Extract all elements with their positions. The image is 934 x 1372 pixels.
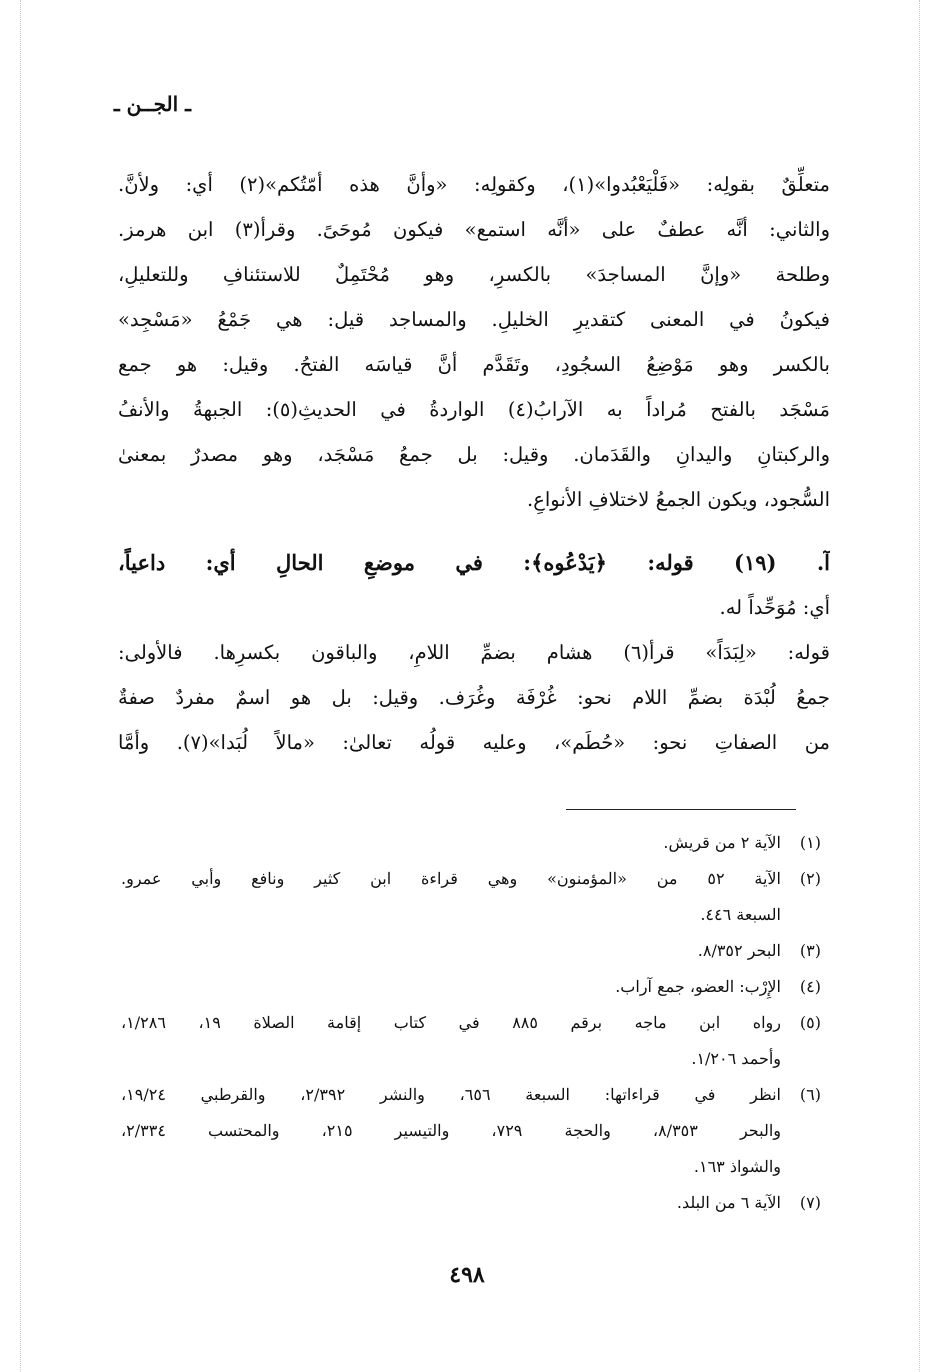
footnote-text: الآية ٥٢ من «المؤمنون» وهي قراءة ابن كثير ونافع وأبي عمرو.: [121, 869, 781, 888]
footnote-5-cont: [121, 1041, 821, 1077]
body-line: مَسْجَد بالفتح مُراداً به الآرابُ(٤) الواردةُ في الحديثِ(٥): الجبهةُ والأنفُ: [118, 398, 830, 421]
footnote-5: [121, 1005, 821, 1041]
footnotes: [121, 825, 821, 1221]
footnote-number: (٣): [799, 941, 821, 960]
footnote-1: [121, 825, 821, 861]
footnote-number: (٥): [799, 1013, 821, 1032]
footnote-7: [121, 1185, 821, 1221]
footnote-text: والشواذ ١٦٣.: [693, 1157, 781, 1176]
body-line: جمعُ لُبْدَة بضمِّ اللام نحو: غُرْفَة وغُرَف. وقيل: بل هو اسمٌ مفردٌ صفةٌ: [118, 686, 830, 709]
footnote-6-cont: [121, 1113, 821, 1149]
verse-heading-line: آ. (١٩) قوله: ﴿يَدْعُوه﴾: في موضعِ الحالِ أي: داعياً،: [118, 550, 830, 575]
footnote-text: انظر في قراءاتها: السبعة ٦٥٦، والنشر ٢/٣٩٢، والقرطبي ١٩/٢٤،: [121, 1085, 781, 1104]
footnote-text: الآية ٢ من قريش.: [663, 833, 781, 852]
footnote-text: الآية ٦ من البلد.: [676, 1193, 781, 1212]
body-line: متعلِّقٌ بقولِه: «فَلْيَعْبُدوا»(١)، وكقولِه: «وأنَّ هذه أمّتُكم»(٢) أي: ولأنَّ.: [118, 173, 830, 196]
body-line: بالكسر وهو مَوْضِعُ السجُودِ، وتَقَدَّم أنَّ قياسَه الفتحُ. وقيل: هو جمع: [118, 353, 830, 376]
fold-line-right: [919, 0, 920, 1372]
footnote-text: والبحر ٨/٣٥٣، والحجة ٧٢٩، والتيسير ٢١٥، والمحتسب ٢/٣٣٤،: [121, 1121, 781, 1140]
page-number: ٤٩٨: [449, 1262, 485, 1288]
footnote-6-cont: [121, 1149, 821, 1185]
footnote-6: [121, 1077, 821, 1113]
fold-line-left: [20, 0, 21, 1372]
body-line: والثاني: أنَّه عطفٌ على «أنَّه استمع» فيكون مُوحَىً. وقرأ(٣) ابن هرمز.: [118, 218, 830, 241]
footnote-separator: [566, 809, 796, 810]
body-line: والركبتانِ واليدانِ والقَدَمان. وقيل: بل جمعُ مَسْجَد، وهو مصدرٌ بمعنىٰ: [118, 443, 830, 466]
running-head: ـ الجــن ـ: [113, 92, 191, 116]
body-line: أي: مُوَحِّداً له.: [719, 596, 830, 619]
body-line: من الصفاتِ نحو: «حُطَم»، وعليه قولُه تعالىٰ: «مالاً لُبَدا»(٧). وأمَّا: [118, 731, 830, 754]
footnote-3: [121, 933, 821, 969]
footnote-2: [121, 861, 821, 897]
footnote-number: (٢): [799, 869, 821, 888]
footnote-text: وأحمد ١/٢٠٦.: [691, 1049, 781, 1068]
footnote-2-cont: [121, 897, 821, 933]
footnote-text: السبعة ٤٤٦.: [700, 905, 781, 924]
body-line: قوله: «لِبَدَاً» قرأ(٦) هشام بضمِّ اللامِ، والباقون بكسرِها. فالأولى:: [118, 641, 830, 664]
body-line: السُّجود، ويكون الجمعُ لاختلافِ الأنواعِ.: [527, 488, 830, 511]
footnote-number: (٧): [799, 1193, 821, 1212]
footnote-number: (١): [799, 833, 821, 852]
footnote-4: [121, 969, 821, 1005]
footnote-text: البحر ٨/٣٥٢.: [697, 941, 781, 960]
footnote-text: رواه ابن ماجه برقم ٨٨٥ في كتاب إقامة الصلاة ١٩، ١/٢٨٦،: [121, 1013, 782, 1032]
footnote-number: (٤): [799, 977, 821, 996]
footnote-number: (٦): [799, 1085, 821, 1104]
footnote-text: الإِرْب: العضو، جمع آراب.: [615, 977, 781, 996]
body-line: فيكونُ في المعنى كتقديرِ الخليلِ. والمساجد قيل: هي جَمْعُ «مَسْجِد»: [118, 308, 830, 331]
body-text: [118, 162, 830, 765]
body-line: وطلحة «وإنَّ المساجدَ» بالكسرِ، وهو مُحْتَمِلٌ للاستئنافِ وللتعليلِ،: [118, 263, 830, 286]
